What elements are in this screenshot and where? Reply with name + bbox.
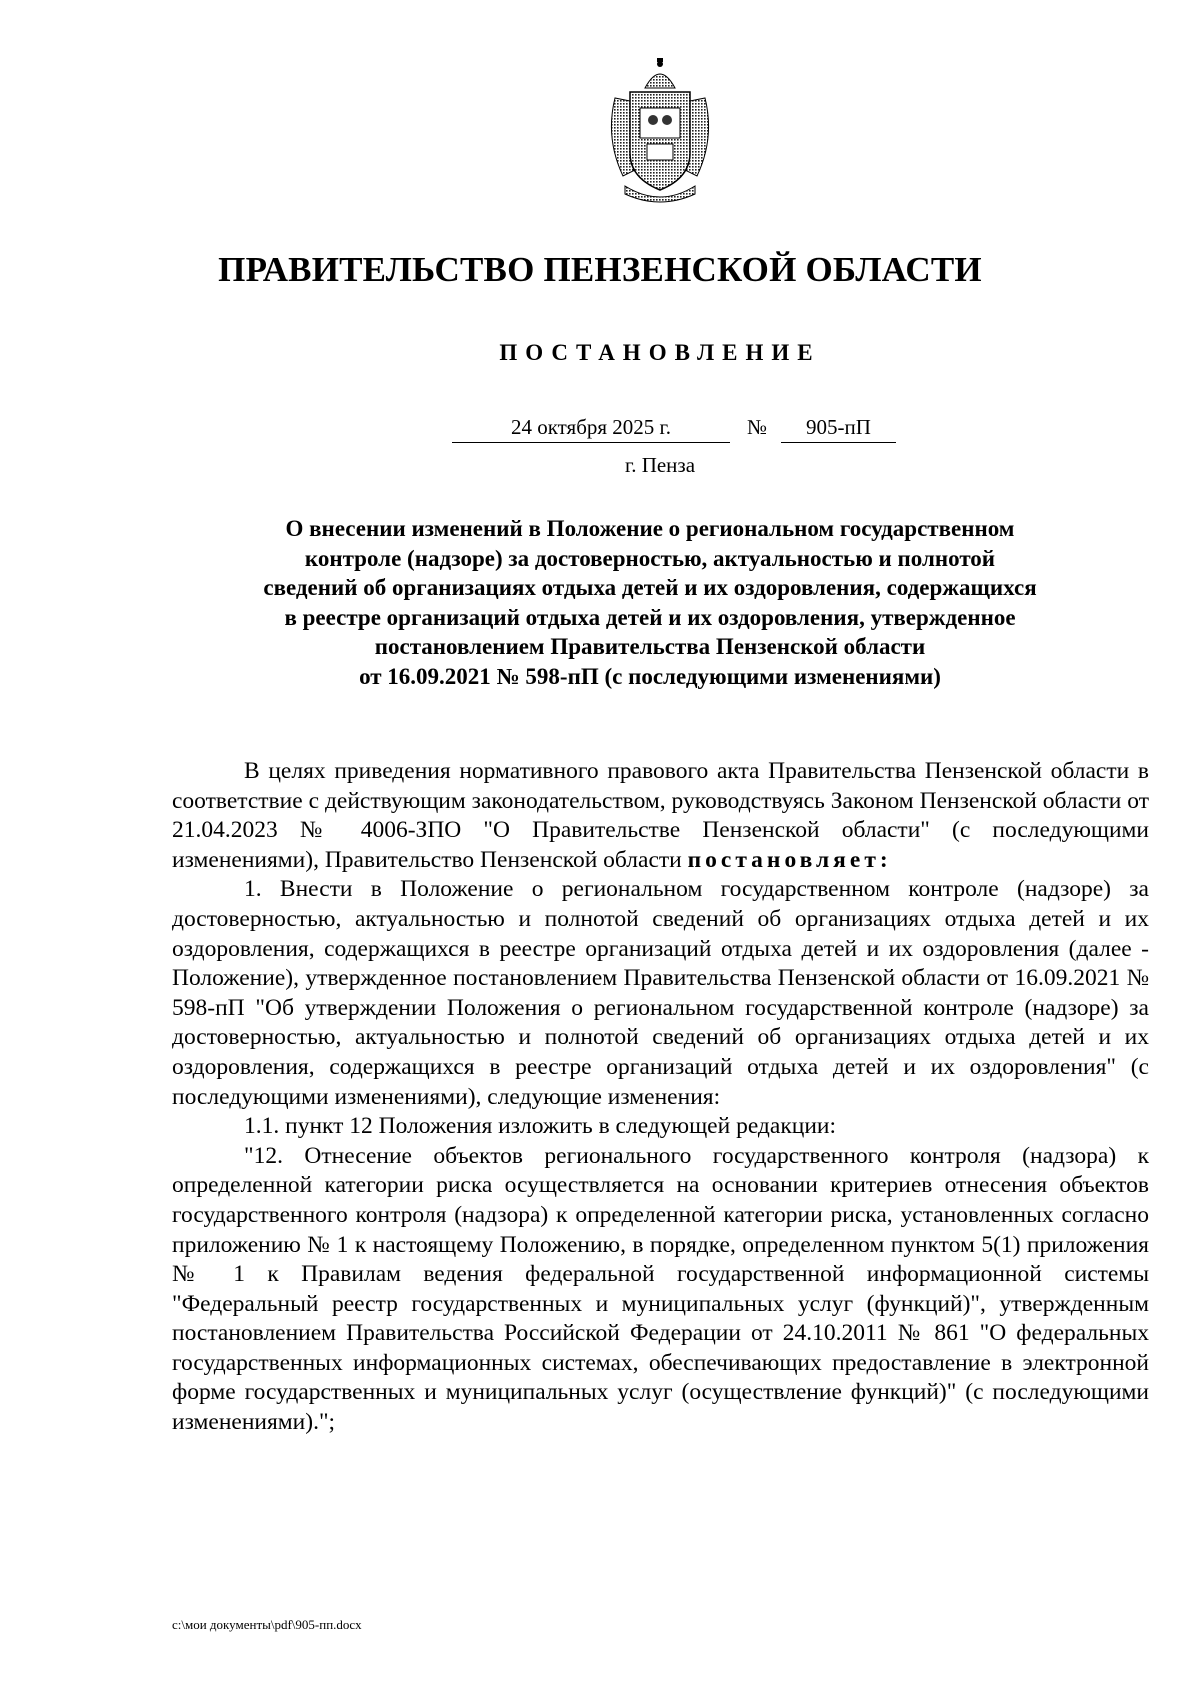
city: г. Пенза	[624, 453, 696, 477]
title-line: контроле (надзоре) за достоверностью, актуальностью и полнотой	[304, 545, 996, 571]
title-line: постановлением Правительства Пензенской области	[374, 634, 926, 659]
number-sign: №	[747, 415, 768, 439]
document-type: ПОСТАНОВЛЕНИЕ	[499, 340, 821, 365]
organization-name: ПРАВИТЕЛЬСТВО ПЕНЗЕНСКОЙ ОБЛАСТИ	[218, 250, 982, 289]
decree-word: постановляет:	[687, 846, 892, 873]
document-date: 24 октября 2025 г.	[452, 415, 730, 443]
title-line: сведений об организациях отдыха детей и их оздоровления, содержащихся	[263, 575, 1037, 600]
coat-of-arms-emblem	[605, 58, 715, 208]
intro-paragraph	[172, 757, 1149, 875]
title-line: от 16.09.2021 № 598-пП (с последующими изменениями)	[359, 663, 941, 689]
title-line: О внесении изменений в Положение о региональном государственном	[285, 516, 1015, 541]
title-line: в реестре организаций отдыха детей и их оздоровления, утвержденное	[284, 604, 1016, 630]
paragraph-1-1: 1.1. пункт 12 Положения изложить в следующей редакции:	[244, 1113, 836, 1140]
paragraph-1: 1. Внести в Положение о региональном государственном контроле (надзоре) за достоверностью, актуальностью и полнотой сведений об организациях отдыха детей и их оздоровления, содержащихся в реестре организаций отдыха детей и их оздоровления (далее - Положение), утвержденное постановлением Правительства Пензенской области от 16.09.2021 № 598-пП "Об утверждении Положения о региональном государственной контроле (надзоре) за достоверностью, актуальностью и полнотой сведений об организациях отдыха детей и их оздоровления, содержащихся в реестре организаций отдыха детей и их оздоровления" (с последующими изменениями), следующие изменения:	[172, 876, 1149, 1110]
paragraph-12-new-text: "12. Отнесение объектов регионального государственного контроля (надзора) к определенной категории риска осуществляется на основании критериев отнесения объектов государственного контроля (надзора) к определенной категории риска, установленных согласно приложению № 1 к настоящему Положению, в порядке, определенном пунктом 5(1) приложения № 1 к Правилам ведения федеральной государственной информационной системы "Федеральный реестр государственных и муниципальных услуг (функций)", утвержденным постановлением Правительства Российской Федерации от 24.10.2011 № 861 "О федеральных государственных информационных системах, обеспечивающих предоставление в электронной форме государственных и муниципальных услуг (осуществление функций)" (с последующими изменениями).";	[172, 1142, 1149, 1436]
document-title	[150, 514, 1150, 691]
file-path-footer: c:\мои документы\pdf\905-пп.docx	[172, 1617, 362, 1632]
document-number: 905-пП	[781, 415, 896, 443]
document-body	[172, 757, 1149, 1438]
intro-text: В целях приведения нормативного правового акта Правительства Пензенской области в соответствие с действующим законодательством, руководствуясь Законом Пензенской области от 21.04.2023 № 4006-ЗПО "О Правительстве Пензенской области" (с последующими изменениями), Правительство Пензенской области	[172, 758, 1149, 873]
